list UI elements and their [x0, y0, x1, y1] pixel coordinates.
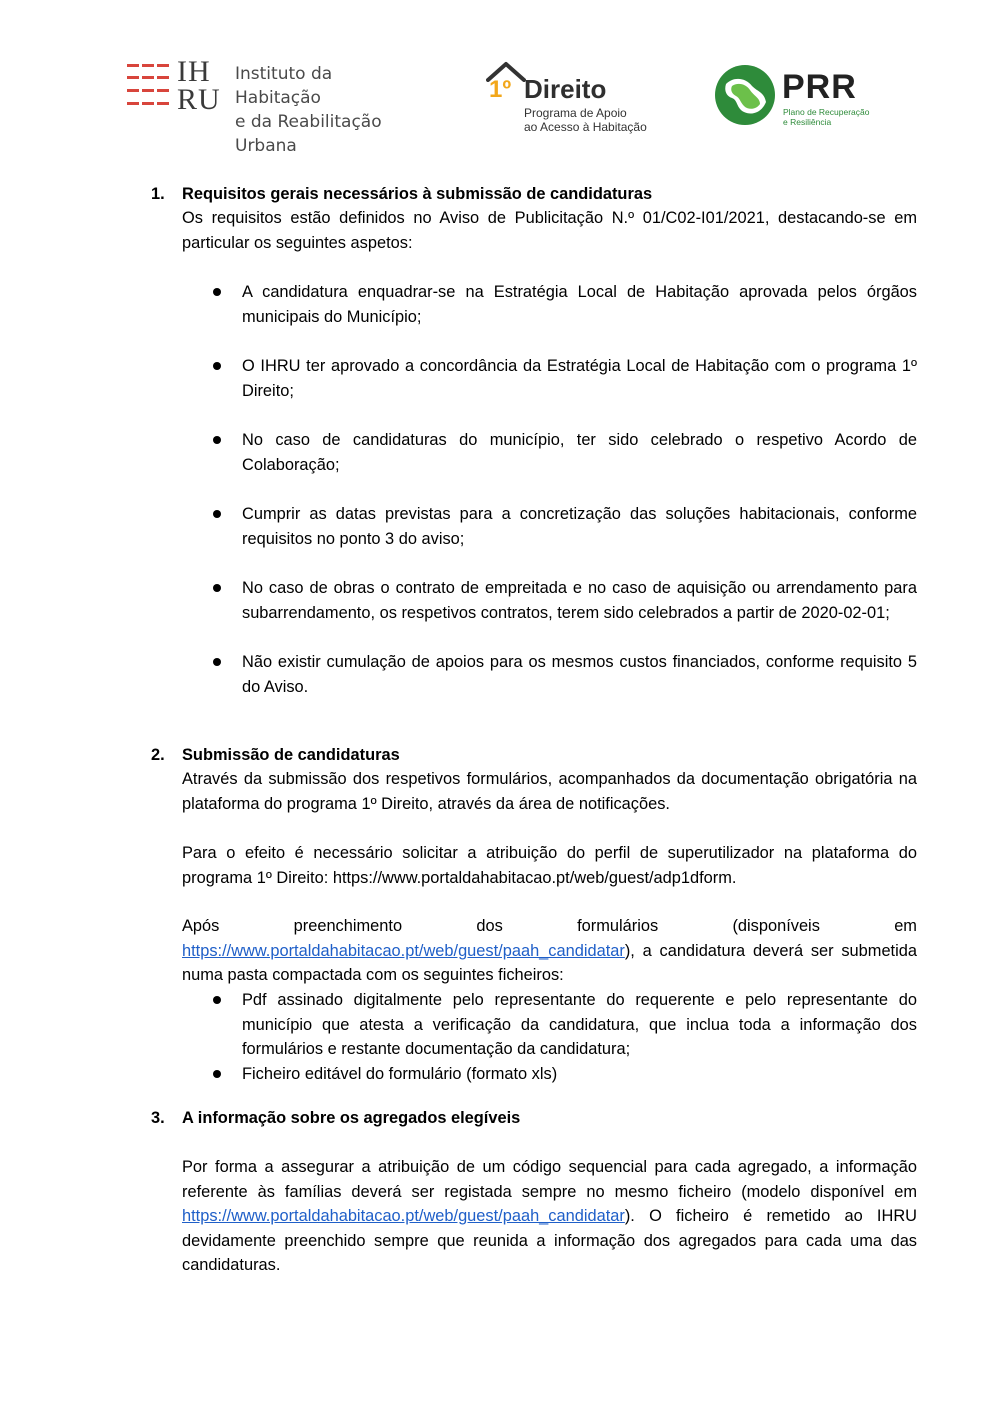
- section-1-title: Requisitos gerais necessários à submissão de candidaturas: [182, 185, 653, 203]
- section-2-paragraph-3: Após preenchimento dos formulários (disponíveis em https://www.portaldahabitacao.pt/web/guest/paah_candidatar), a candidatura deverá ser submetida numa pasta compactada com os seguintes ficheiros:: [182, 914, 917, 988]
- section-2-paragraph-3-first-line: Após preenchimento dos formulários (disponíveis em: [182, 917, 917, 935]
- section-2-bullet: Ficheiro editável do formulário (formato xls): [242, 1065, 558, 1083]
- bullet-icon: [213, 996, 221, 1004]
- direito-number: 1º: [489, 76, 512, 103]
- section-2-bullet: Pdf assinado digitalmente pelo representante do requerente e pelo representante do município que atesta a verificação da candidatura, que inclua toda a informação dos formulários e restante documentação da candidatura;: [242, 991, 917, 1059]
- section-3-title: A informação sobre os agregados elegíveis: [182, 1109, 521, 1127]
- section-1-intro: Os requisitos estão definidos no Aviso de Publicitação N.º 01/C02-I01/2021, destacando-se em particular os seguintes aspetos:: [182, 209, 917, 252]
- prr-logo: [712, 62, 902, 134]
- section-2-paragraph-1: Através da submissão dos respetivos formulários, acompanhados da documentação obrigatória na plataforma do programa 1º Direito, através da área de notificações.: [182, 770, 917, 813]
- section-1-bullet: Cumprir as datas previstas para a concretização das soluções habitacionais, conforme requisitos no ponto 3 do aviso;: [242, 505, 917, 548]
- ihru-mark-icon: [127, 62, 171, 112]
- bullet-icon: [213, 288, 221, 296]
- bullet-icon: [213, 1070, 221, 1078]
- bullet-icon: [213, 584, 221, 592]
- ihru-initials: IH RU: [177, 55, 221, 116]
- prr-title: PRR: [782, 68, 857, 106]
- section-2-title: Submissão de candidaturas: [182, 746, 400, 764]
- ihru-logo: [127, 55, 407, 156]
- section-2-paragraph-2: Para o efeito é necessário solicitar a atribuição do perfil de superutilizador na plataforma do programa 1º Direito: https://www.portaldahabitacao.pt/web/guest/adp1dform.: [182, 844, 917, 887]
- section-1-number: 1.: [151, 185, 165, 203]
- direito-title: Direito: [524, 74, 607, 104]
- section-3-number: 3.: [151, 1109, 165, 1127]
- section-3-paragraph: Por forma a assegurar a atribuição de um código sequencial para cada agregado, a informação referente às famílias deverá ser registada sempre no mesmo ficheiro (modelo disponível em https://www.portaldahabitacao.pt/web/guest/paah_candidatar). O ficheiro é remetido ao IHRU devidamente preenchido sempre que reunida a informação dos agregados para cada uma das candidaturas.: [182, 1158, 917, 1275]
- bullet-icon: [213, 362, 221, 370]
- bullet-icon: [213, 658, 221, 666]
- paah-candidatar-model-link[interactable]: https://www.portaldahabitacao.pt/web/guest/paah_candidatar: [182, 1207, 625, 1226]
- section-2-number: 2.: [151, 746, 165, 764]
- direito-subtitle: Programa de Apoio ao Acesso à Habitação: [524, 106, 647, 134]
- paah-candidatar-link[interactable]: https://www.portaldahabitacao.pt/web/guest/paah_candidatar: [182, 941, 625, 960]
- section-1-bullet: No caso de obras o contrato de empreitada e no caso de aquisição ou arrendamento para subarrendamento, os respetivos contratos, terem sido celebrados a partir de 2020-02-01;: [242, 579, 917, 622]
- ihru-name: Instituto da Habitação e da Reabilitação Urbana: [235, 64, 382, 156]
- bullet-icon: [213, 510, 221, 518]
- direito-logo: [486, 60, 676, 135]
- section-1-bullet: A candidatura enquadrar-se na Estratégia Local de Habitação aprovada pelos órgãos municipais do Município;: [242, 283, 917, 326]
- section-1-bullet: Não existir cumulação de apoios para os mesmos custos financiados, conforme requisito 5 do Aviso.: [242, 653, 917, 696]
- section-1-bullet: No caso de candidaturas do município, ter sido celebrado o respetivo Acordo de Colaboração;: [242, 431, 917, 474]
- prr-globe-icon: [712, 62, 778, 128]
- bullet-icon: [213, 436, 221, 444]
- prr-subtitle: Plano de Recuperação e Resiliência: [783, 107, 870, 127]
- section-1-bullet: O IHRU ter aprovado a concordância da Estratégia Local de Habitação com o programa 1º Direito;: [242, 357, 917, 400]
